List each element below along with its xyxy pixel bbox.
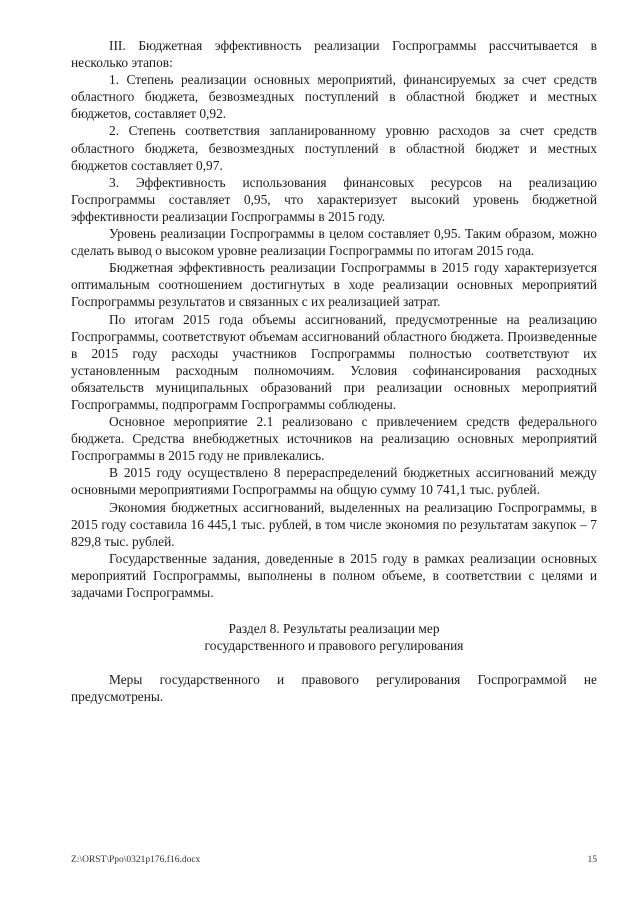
section-heading-line: Раздел 8. Результаты реализации мер: [228, 621, 440, 637]
paragraph: 3. Эффективность использования финансовых ресурсов на реализацию Госпрограммы составляет 0,95, что характеризует высокий уровень бюджетной эффективности реализации Госпрограммы в 2015 году.: [71, 174, 597, 224]
paragraph: Уровень реализации Госпрограммы в целом составляет 0,95. Таким образом, можно сделать вывод о высоком уровне реализации Госпрограммы по итогам 2015 года.: [71, 226, 597, 259]
file-path: Z:\ORST\Ppo\0321p176.f16.docx: [71, 855, 201, 865]
paragraph: По итогам 2015 года объемы ассигнований, предусмотренные на реализацию Госпрограммы, соответствуют объемам ассигнований областного бюджета. Произведенные в 2015 году расходы участников Госпрограммы полностью соответствуют их установленным расходным полномочиям. Условия софинансирования расходных обязательств муниципальных образований при реализации основных мероприятий Госпрограммы, подпрограмм Госпрограммы соблюдены.: [71, 311, 597, 412]
document-body: [71, 37, 597, 705]
paragraph: Государственные задания, доведенные в 2015 году в рамках реализации основных мероприятий Госпрограммы, выполнены в полном объеме, в соответствии с целями и задачами Госпрограммы.: [71, 550, 597, 600]
paragraph: В 2015 году осуществлено 8 перераспределений бюджетных ассигнований между основными мероприятиями Госпрограммы на общую сумму 10 741,1 тыс. рублей.: [71, 465, 597, 498]
page-footer: [71, 855, 597, 865]
paragraph: Меры государственного и правового регулирования Госпрограммой не предусмотрены.: [71, 672, 597, 705]
paragraph: 1. Степень реализации основных мероприятий, финансируемых за счет средств областного бюджета, безвозмездных поступлений в областной бюджет и местных бюджетов, составляет 0,92.: [71, 72, 597, 122]
page-number: 15: [587, 855, 597, 865]
paragraph: Бюджетная эффективность реализации Госпрограммы в 2015 году характеризуется оптимальным соотношением достигнутых в ходе реализации основных мероприятий Госпрограммы результатов и связанных с их реализацией затрат.: [71, 260, 597, 310]
section-heading: [71, 620, 597, 654]
paragraph: 2. Степень соответствия запланированному уровню расходов за счет средств областного бюджета, безвозмездных поступлений в областной бюджет и местных бюджетов составляет 0,97.: [71, 123, 597, 173]
paragraph: III. Бюджетная эффективность реализации Госпрограммы рассчитывается в несколько этапов:: [71, 38, 597, 71]
paragraph: Основное мероприятие 2.1 реализовано с привлечением средств федерального бюджета. Средства внебюджетных источников на реализацию основных мероприятий Госпрограммы в 2015 году не привлекались.: [71, 414, 597, 464]
section-heading-line: государственного и правового регулирования: [204, 638, 464, 654]
paragraph: Экономия бюджетных ассигнований, выделенных на реализацию Госпрограммы, в 2015 году составила 16 445,1 тыс. рублей, в том числе экономия по результатам закупок – 7 829,8 тыс. рублей.: [71, 499, 597, 549]
